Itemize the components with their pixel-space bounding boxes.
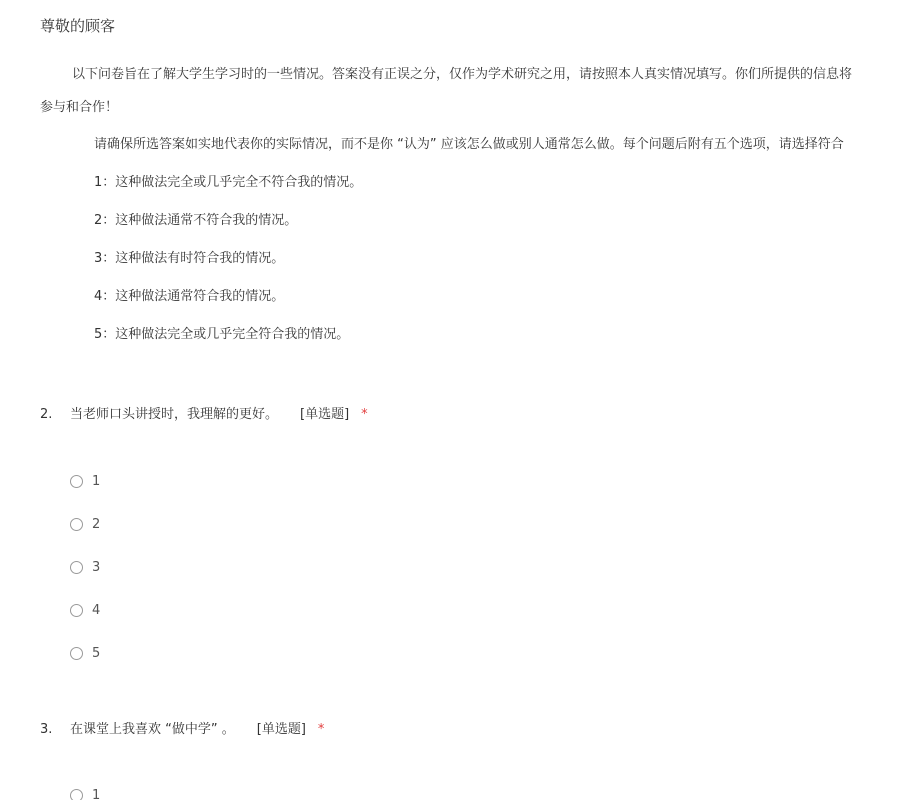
radio-circle-icon[interactable] xyxy=(70,475,83,488)
radio-circle-icon[interactable] xyxy=(70,518,83,531)
radio-option-label: 1 xyxy=(92,787,101,800)
required-asterisk: * xyxy=(361,407,368,422)
radio-option-label: 2 xyxy=(92,516,101,532)
radio-option-label: 1 xyxy=(92,473,101,489)
required-asterisk: * xyxy=(317,722,325,737)
radio-option-label: 4 xyxy=(92,602,101,618)
scale-item-3: 3：这种做法有时符合我的情况。 xyxy=(94,251,285,266)
greeting-heading: 尊敬的顾客 xyxy=(40,17,116,35)
question-text: 在课堂上我喜欢 “做中学” 。 xyxy=(70,722,235,737)
question-text: 当老师口头讲授时，我理解的更好。 xyxy=(70,407,279,422)
question-number: 3. xyxy=(40,722,53,737)
question-title xyxy=(40,718,324,737)
scale-item-1: 1：这种做法完全或几乎完全不符合我的情况。 xyxy=(94,175,363,190)
radio-circle-icon[interactable] xyxy=(70,647,83,660)
question-number: 2. xyxy=(40,407,53,422)
scale-item-5: 5：这种做法完全或几乎完全符合我的情况。 xyxy=(94,327,350,342)
radio-option-label: 5 xyxy=(92,645,101,661)
radio-option-label: 3 xyxy=(92,559,101,575)
scale-item-4: 4：这种做法通常符合我的情况。 xyxy=(94,289,285,304)
radio-option[interactable] xyxy=(70,472,100,490)
radio-option[interactable] xyxy=(70,786,100,800)
intro-text-line-2: 参与和合作！ xyxy=(40,100,119,115)
radio-circle-icon[interactable] xyxy=(70,604,83,617)
question-type-label: [单选题] xyxy=(300,407,350,422)
intro-text-line-1: 以下问卷旨在了解大学生学习时的一些情况。答案没有正误之分，仅作为学术研究之用，请按照本人真实情况填写。你们所提供的信息将 xyxy=(72,67,853,82)
radio-option[interactable] xyxy=(70,515,100,533)
question-title xyxy=(40,403,368,422)
radio-option[interactable] xyxy=(70,558,100,576)
radio-circle-icon[interactable] xyxy=(70,561,83,574)
guide-instruction: 请确保所选答案如实地代表你的实际情况，而不是你 “认为” 应该怎么做或别人通常怎么做。每个问题后附有五个选项，请选择符合 xyxy=(94,137,844,152)
radio-option[interactable] xyxy=(70,644,100,662)
question-type-label: [单选题] xyxy=(256,722,306,737)
radio-circle-icon[interactable] xyxy=(70,789,83,800)
scale-item-2: 2：这种做法通常不符合我的情况。 xyxy=(94,213,298,228)
radio-option[interactable] xyxy=(70,601,100,619)
